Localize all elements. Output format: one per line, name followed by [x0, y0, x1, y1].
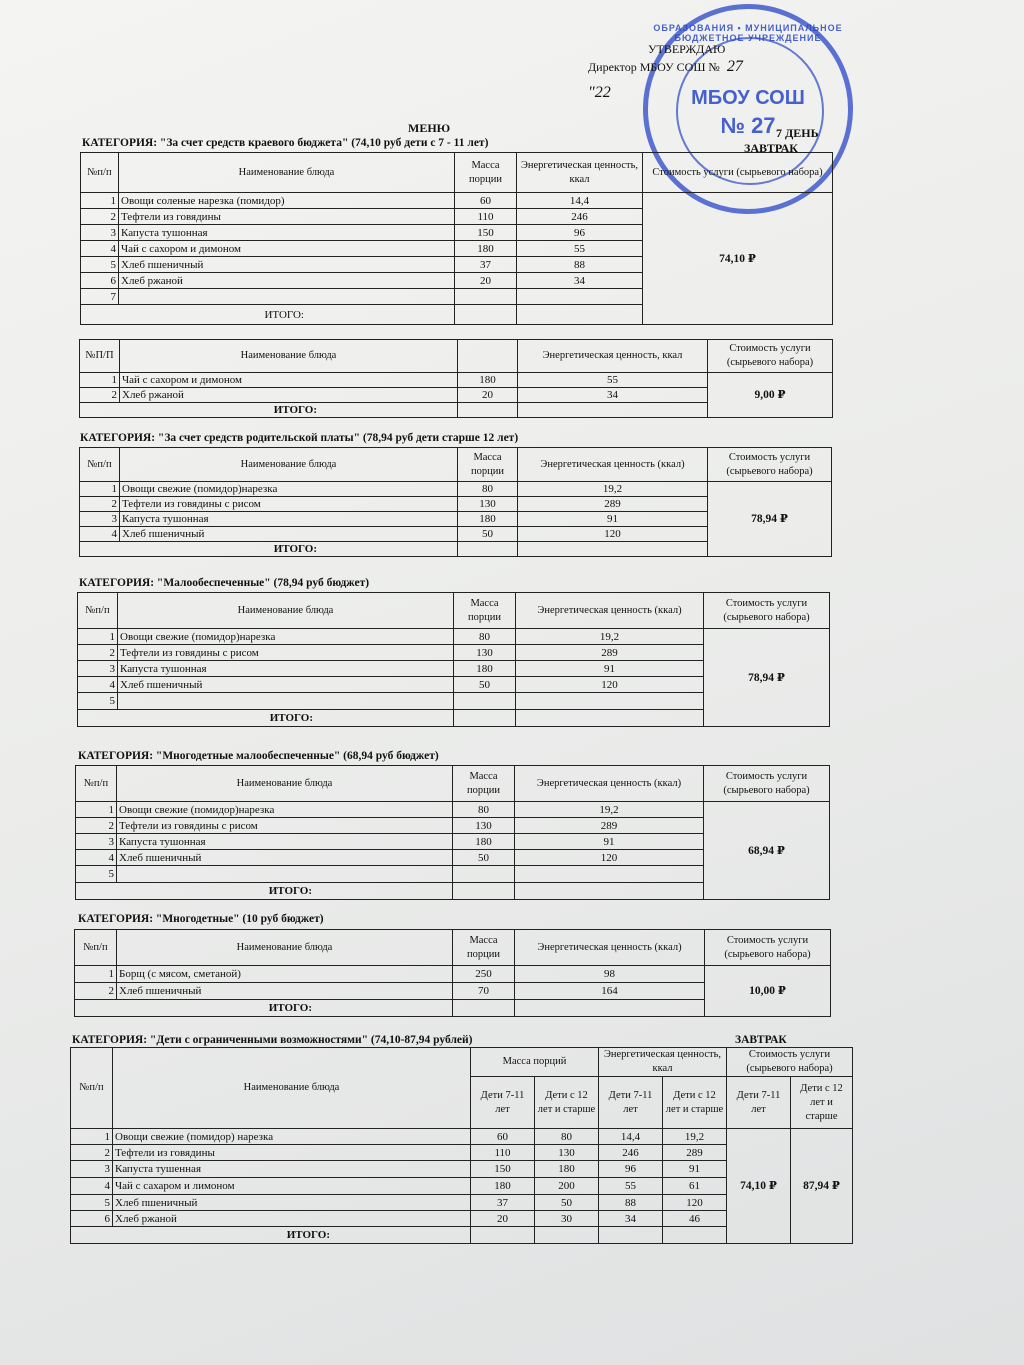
total-mass: [453, 883, 515, 900]
total-cell: [471, 1227, 535, 1244]
total-label: ИТОГО:: [78, 710, 454, 727]
row-num: 2: [80, 388, 120, 403]
row-dish: Капуста тушонная: [119, 225, 455, 241]
row-dish: [118, 693, 454, 710]
row-num: 1: [71, 1129, 113, 1145]
category-title: КАТЕГОРИЯ: "Многодетные" (10 руб бюджет): [78, 913, 324, 925]
header-energy: Энергетическая ценность, ккал: [517, 153, 643, 193]
header-cost: Стоимость услуги (сырьевого набора): [704, 593, 830, 629]
header-name: Наименование блюда: [118, 593, 454, 629]
table-header-row: [80, 340, 833, 373]
row-energy: 34: [518, 388, 708, 403]
row-dish: Чай с сахором и димоном: [119, 241, 455, 257]
row-energy-12: 289: [663, 1145, 727, 1161]
cost-cell: 74,10 ₽: [643, 193, 833, 325]
row-num: 5: [78, 693, 118, 710]
header-cost: Стоимость услуги (сырьевого набора): [708, 340, 833, 373]
row-num: 3: [78, 661, 118, 677]
row-mass-7-11: 180: [471, 1178, 535, 1195]
header-name: Наименование блюда: [113, 1048, 471, 1129]
row-mass-12: 30: [535, 1211, 599, 1227]
row-dish: Хлеб ржаной: [119, 273, 455, 289]
row-energy-7-11: 246: [599, 1145, 663, 1161]
row-energy: 164: [515, 983, 705, 1000]
category-title: КАТЕГОРИЯ: "Многодетные малообеспеченные" (68,94 руб бюджет): [78, 750, 439, 762]
row-mass: 50: [458, 527, 518, 542]
row-dish: [117, 866, 453, 883]
menu-table: [80, 152, 833, 325]
total-energy: [515, 883, 704, 900]
row-energy: 289: [515, 818, 704, 834]
special-needs-table: [70, 1047, 853, 1244]
meal-label: ЗАВТРАК: [744, 141, 799, 155]
table-row: [75, 966, 831, 983]
total-label: ИТОГО:: [71, 1227, 471, 1244]
table-header-row: [71, 1048, 853, 1077]
total-cell: [663, 1227, 727, 1244]
row-energy: 91: [515, 834, 704, 850]
total-energy: [517, 305, 643, 325]
row-num: 2: [75, 983, 117, 1000]
subheader-cell: Дети 7-11 лет: [599, 1077, 663, 1129]
row-mass: 130: [454, 645, 516, 661]
row-energy-12: 120: [663, 1195, 727, 1211]
row-energy: 55: [517, 241, 643, 257]
row-num: 5: [76, 866, 117, 883]
row-dish: Капуста тушонная: [118, 661, 454, 677]
row-mass-7-11: 150: [471, 1161, 535, 1178]
menu-table: [75, 765, 830, 900]
menu-title: МЕНЮ: [408, 121, 451, 135]
row-energy-12: 19,2: [663, 1129, 727, 1145]
row-num: 2: [71, 1145, 113, 1161]
row-mass-7-11: 20: [471, 1211, 535, 1227]
row-dish: Хлеб пшеничный: [117, 850, 453, 866]
row-num: 4: [81, 241, 119, 257]
menu-table: [77, 592, 830, 727]
subheader-cell: Дети 7-11 лет: [471, 1077, 535, 1129]
header-mass: Масса порции: [453, 930, 515, 966]
row-mass-12: 200: [535, 1178, 599, 1195]
row-dish: Капуста тушенная: [113, 1161, 471, 1178]
stamp-org: МБОУ СОШ: [691, 87, 805, 109]
row-num: 1: [75, 966, 117, 983]
row-num: 4: [71, 1178, 113, 1195]
total-label: ИТОГО:: [80, 403, 458, 418]
row-energy: 246: [517, 209, 643, 225]
approval-date: [588, 86, 611, 100]
row-mass: 80: [454, 629, 516, 645]
row-mass: 110: [455, 209, 517, 225]
header-num: №п/п: [71, 1048, 113, 1129]
row-energy: 19,2: [515, 802, 704, 818]
header-energy: Энергетическая ценность (ккал): [518, 448, 708, 482]
row-mass: 150: [455, 225, 517, 241]
row-mass: 60: [455, 193, 517, 209]
header-name: Наименование блюда: [120, 448, 458, 482]
row-energy-12: 61: [663, 1178, 727, 1195]
row-num: 4: [80, 527, 120, 542]
row-dish: Хлеб пшеничный: [117, 983, 453, 1000]
row-dish: Хлеб пшеничный: [119, 257, 455, 273]
header-num: №п/п: [75, 930, 117, 966]
row-num: 1: [76, 802, 117, 818]
table-row: [81, 193, 833, 209]
row-mass: [455, 289, 517, 305]
total-label: ИТОГО:: [76, 883, 453, 900]
stamp-ring-text: ОБРАЗОВАНИЯ • МУНИЦИПАЛЬНОЕ БЮДЖЕТНОЕ УЧРЕЖДЕНИЕ: [653, 23, 843, 43]
row-mass: 50: [453, 850, 515, 866]
table-row: [78, 629, 830, 645]
row-energy: 120: [518, 527, 708, 542]
row-dish: Хлеб ржаной: [113, 1211, 471, 1227]
cost-cell: 68,94 ₽: [704, 802, 830, 900]
header-num: №п/п: [81, 153, 119, 193]
cost-12: 87,94 ₽: [791, 1129, 853, 1244]
header-energy: Энергетическая ценность (ккал): [515, 930, 705, 966]
row-energy: 91: [516, 661, 704, 677]
table-header-row: [75, 930, 831, 966]
row-energy: 34: [517, 273, 643, 289]
header-energy: Энергетическая ценность (ккал): [515, 766, 704, 802]
row-energy: 120: [516, 677, 704, 693]
row-dish: Хлеб пшеничный: [118, 677, 454, 693]
row-dish: Тефтели из говядины с рисом: [118, 645, 454, 661]
row-num: 6: [71, 1211, 113, 1227]
row-dish: Тефтели из говядины с рисом: [117, 818, 453, 834]
row-energy-12: 46: [663, 1211, 727, 1227]
school-number: 27: [726, 58, 743, 75]
table-row: [76, 802, 830, 818]
row-energy-7-11: 96: [599, 1161, 663, 1178]
row-mass-7-11: 110: [471, 1145, 535, 1161]
stamp-number: № 27: [720, 113, 776, 138]
row-mass-12: 50: [535, 1195, 599, 1211]
row-dish: Хлеб ржаной: [120, 388, 458, 403]
header-num: №п/п: [78, 593, 118, 629]
approve-label: УТВЕРЖДАЮ: [648, 42, 726, 56]
row-dish: Хлеб пшеничный: [120, 527, 458, 542]
row-mass: 130: [458, 497, 518, 512]
row-energy: [516, 693, 704, 710]
table-row: [80, 482, 832, 497]
category-title: КАТЕГОРИЯ: "За счет средств родительской платы" (78,94 руб дети старше 12 лет): [80, 432, 519, 444]
row-energy: 55: [518, 373, 708, 388]
row-mass: 50: [454, 677, 516, 693]
total-energy: [515, 1000, 705, 1017]
table-header-row: [78, 593, 830, 629]
row-energy: 96: [517, 225, 643, 241]
row-mass: 180: [458, 373, 518, 388]
table-row: [71, 1129, 853, 1145]
row-energy-12: 91: [663, 1161, 727, 1178]
table-header-row: [81, 153, 833, 193]
row-mass: 250: [453, 966, 515, 983]
row-dish: Овощи соленые нарезка (помидор): [119, 193, 455, 209]
row-mass: 80: [453, 802, 515, 818]
row-num: 1: [78, 629, 118, 645]
total-energy: [518, 403, 708, 418]
row-dish: Тефтели из говядины с рисом: [120, 497, 458, 512]
row-mass: 20: [455, 273, 517, 289]
total-mass: [458, 542, 518, 557]
header-cost: Стоимость услуги (сырьевого набора): [704, 766, 830, 802]
header-num: №п/п: [76, 766, 117, 802]
row-mass-7-11: 37: [471, 1195, 535, 1211]
row-dish: Овощи свежие (помидор) нарезка: [113, 1129, 471, 1145]
row-mass: 180: [458, 512, 518, 527]
header-name: Наименование блюда: [120, 340, 458, 373]
header-cost: Стоимость услуги (сырьевого набора): [708, 448, 832, 482]
total-cell: [599, 1227, 663, 1244]
row-energy: 91: [518, 512, 708, 527]
row-mass: 20: [458, 388, 518, 403]
row-dish: Капуста тушонная: [120, 512, 458, 527]
row-num: 2: [80, 497, 120, 512]
cost-cell: 10,00 ₽: [705, 966, 831, 1017]
row-mass: 37: [455, 257, 517, 273]
row-energy: [517, 289, 643, 305]
row-num: 3: [71, 1161, 113, 1178]
header-cost: Стоимость услуги (сырьевого набора): [705, 930, 831, 966]
subheader-cell: Дети 7-11 лет: [727, 1077, 791, 1129]
row-mass: 180: [455, 241, 517, 257]
header-energy: Энергетическая ценность (ккал): [516, 593, 704, 629]
total-energy: [518, 542, 708, 557]
header-name: Наименование блюда: [117, 766, 453, 802]
row-energy: 98: [515, 966, 705, 983]
table-header-row: [80, 448, 832, 482]
header-mass: Масса порций: [471, 1048, 599, 1077]
row-energy: 120: [515, 850, 704, 866]
total-mass: [455, 305, 517, 325]
row-mass: 180: [453, 834, 515, 850]
total-cell: [535, 1227, 599, 1244]
row-dish: Хлеб пшеничный: [113, 1195, 471, 1211]
row-energy: 289: [518, 497, 708, 512]
row-energy-7-11: 88: [599, 1195, 663, 1211]
row-energy: 14,4: [517, 193, 643, 209]
date-quote: ": [588, 84, 595, 101]
row-energy-7-11: 14,4: [599, 1129, 663, 1145]
header-energy: Энергетическая ценность, ккал: [599, 1048, 727, 1077]
row-num: 5: [71, 1195, 113, 1211]
header-mass: Масса порции: [455, 153, 517, 193]
row-num: 3: [76, 834, 117, 850]
table-header-row: [76, 766, 830, 802]
table-row: [80, 373, 833, 388]
row-num: 2: [81, 209, 119, 225]
menu-table: [79, 339, 833, 418]
header-mass: Масса порции: [454, 593, 516, 629]
row-mass-12: 130: [535, 1145, 599, 1161]
row-dish: Тефтели из говядины: [113, 1145, 471, 1161]
total-label: ИТОГО:: [81, 305, 455, 325]
row-energy: [515, 866, 704, 883]
row-dish: Овощи свежие (помидор)нарезка: [117, 802, 453, 818]
category-title: КАТЕГОРИЯ: "Малообеспеченные" (78,94 руб бюджет): [79, 577, 370, 589]
row-energy: 19,2: [516, 629, 704, 645]
header-num: №П/П: [80, 340, 120, 373]
header-name: Наименование блюда: [119, 153, 455, 193]
row-dish: Овощи свежие (помидор)нарезка: [118, 629, 454, 645]
cost-cell: 78,94 ₽: [704, 629, 830, 727]
row-dish: [119, 289, 455, 305]
total-mass: [453, 1000, 515, 1017]
row-energy: 289: [516, 645, 704, 661]
date-day: 22: [594, 84, 611, 101]
menu-table: [74, 929, 831, 1017]
header-cost: Стоимость услуги (сырьевого набора): [643, 153, 833, 193]
header-num: №п/п: [80, 448, 120, 482]
subheader-cell: Дети с 12 лет и старше: [663, 1077, 727, 1129]
row-mass: 80: [458, 482, 518, 497]
header-name: Наименование блюда: [117, 930, 453, 966]
row-mass-12: 180: [535, 1161, 599, 1178]
category-title: КАТЕГОРИЯ: "Дети с ограниченными возможностями" (74,10-87,94 рублей): [72, 1034, 473, 1046]
total-energy: [516, 710, 704, 727]
row-mass: [453, 866, 515, 883]
row-mass: 70: [453, 983, 515, 1000]
row-num: 4: [76, 850, 117, 866]
total-mass: [458, 403, 518, 418]
cost-cell: 9,00 ₽: [708, 373, 833, 418]
day-label: 7 ДЕНЬ: [776, 126, 819, 140]
row-num: 1: [81, 193, 119, 209]
row-num: 5: [81, 257, 119, 273]
row-num: 4: [78, 677, 118, 693]
header-energy: Энергетическая ценность, ккал: [518, 340, 708, 373]
row-mass-7-11: 60: [471, 1129, 535, 1145]
row-num: 2: [78, 645, 118, 661]
row-num: 3: [80, 512, 120, 527]
subheader-cell: Дети с 12 лет и старше: [535, 1077, 599, 1129]
meal-label: ЗАВТРАК: [735, 1034, 787, 1046]
row-num: 2: [76, 818, 117, 834]
menu-table: [79, 447, 832, 557]
row-dish: Капуста тушонная: [117, 834, 453, 850]
total-label: ИТОГО:: [75, 1000, 453, 1017]
row-energy-7-11: 55: [599, 1178, 663, 1195]
row-mass-12: 80: [535, 1129, 599, 1145]
row-dish: Чай с сахаром и лимоном: [113, 1178, 471, 1195]
row-dish: Чай с сахором и димоном: [120, 373, 458, 388]
header-cost: Стоимость услуги (сырьевого набора): [727, 1048, 853, 1077]
row-dish: Борщ (с мясом, сметаной): [117, 966, 453, 983]
category-title: КАТЕГОРИЯ: "За счет средств краевого бюджета" (74,10 руб дети с 7 - 11 лет): [82, 137, 489, 149]
row-mass: 130: [453, 818, 515, 834]
row-energy: 88: [517, 257, 643, 273]
row-dish: Овощи свежие (помидор)нарезка: [120, 482, 458, 497]
total-mass: [454, 710, 516, 727]
header-mass: Масса порции: [453, 766, 515, 802]
row-num: 3: [81, 225, 119, 241]
total-label: ИТОГО:: [80, 542, 458, 557]
row-num: 7: [81, 289, 119, 305]
row-num: 1: [80, 373, 120, 388]
row-num: 6: [81, 273, 119, 289]
subheader-cell: Дети с 12 лет и старше: [791, 1077, 853, 1129]
row-num: 1: [80, 482, 120, 497]
director-label: Директор МБОУ СОШ №: [588, 60, 720, 74]
row-mass: [454, 693, 516, 710]
header-mass: Масса порции: [458, 448, 518, 482]
row-energy: 19,2: [518, 482, 708, 497]
cost-7-11: 74,10 ₽: [727, 1129, 791, 1244]
row-energy-7-11: 34: [599, 1211, 663, 1227]
cost-cell: 78,94 ₽: [708, 482, 832, 557]
header-mass: [458, 340, 518, 373]
director-line: [588, 60, 743, 74]
row-mass: 180: [454, 661, 516, 677]
row-dish: Тефтели из говядины: [119, 209, 455, 225]
